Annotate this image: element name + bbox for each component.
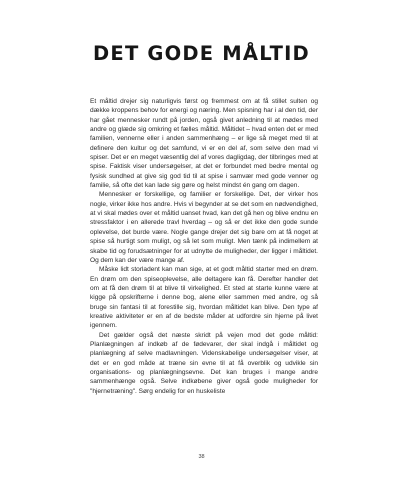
body-text xyxy=(90,97,318,396)
chapter-title: DET GODE MÅLTID xyxy=(93,42,310,65)
paragraph-2: Mennesker er forskellige, og familier er forskellige. Det, der virker hos nogle, virker ikke hos andre. Hvis vi begynder at se det som en nødvendighed, at vi skal mødes over et måltid uanset hvad, kan det gå hen og blive endnu en stressfaktor i en allerede travl hverdag – og så er det ikke den gode sunde oplevelse, det burde være. Nogle gange drejer det sig bare om at få noget at spise så hurtigt som muligt, og så let som muligt. Men tænk på indimellem at skabe tid og forudsætninger for at udnytte de muligheder, der ligger i måltidet. Og dem kan der være mange af. xyxy=(90,191,318,264)
paragraph-1: Et måltid drejer sig naturligvis først og fremmest om at få stillet sulten og dække kroppens behov for energi og næring. Men spisning har i al den tid, der har gået mennesker rundt på jorden, også givet anledning til at mødes med andre og glæde sig omkring et fælles måltid. Måltidet – hvad enten det er med familien, vennerne eller i anden sammenhæng – er lige så meget med til at definere den kultur og det samfund, vi er en del af, som selve den mad vi spiser. Det er en meget væsentlig del af vores dagligdag, der tilbringes med at spise. Faktisk viser undersøgelser, at det er forbundet med bedre mental og fysisk sundhed at give sig god tid til at spise i samvær med gode venner og familie, så ofte det kan lade sig gøre og helst mindst én gang om dagen. xyxy=(90,98,318,190)
paragraph-3: Måske lidt storladent kan man sige, at et godt måltid starter med en drøm. En drøm om den spiseoplevelse, alle deltagere kan få. Derefter handler det om at få den drøm til at blive til virkelighed. Et sted at starte kunne være at kigge på opskrifterne i denne bog, alene eller sammen med andre, og så bruge sin fantasi til at forestille sig, hvordan måltidet kan blive. Den type af kreative aktiviteter er en af de bedste måder at udfordre sin hjerne på livet igennem. xyxy=(90,266,318,330)
paragraph-4: Det gælder også det næste skridt på vejen mod det gode måltid: Planlægningen af indkøb af de fødevarer, der skal indgå i måltidet og planlægning af selve madlavningen. Videnskabelige undersøgelser viser, at det er en god måde at træne sin evne til at få overblik og udvikle sin organisations- og planlægningsevne. Det kan bruges i mange andre sammenhænge også. Selve indkøbene giver også gode muligheder for "hjernetræning". Sørg endelig for en huskeliste xyxy=(90,331,318,395)
page-number: 38 xyxy=(198,454,205,460)
